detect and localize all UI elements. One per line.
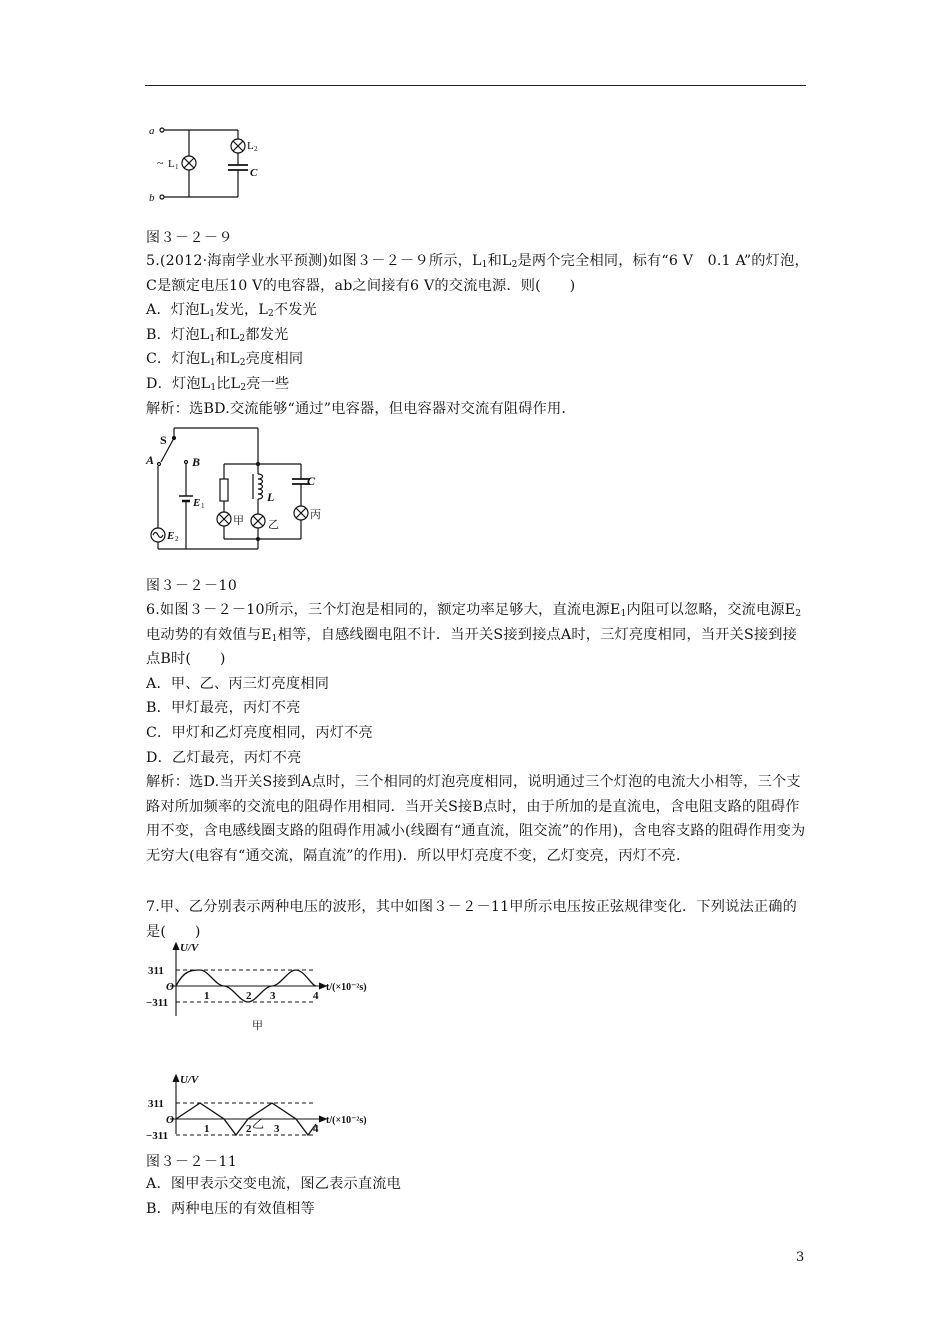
- q5-option-d-part: 亮一些: [246, 375, 290, 392]
- question-5-option-a: [146, 298, 810, 323]
- sine-voltage-graph: [146, 940, 396, 1035]
- page-number: 3: [796, 1250, 805, 1265]
- q5-option-b-subscript: 1: [209, 333, 216, 344]
- x-tick-label: 2: [246, 990, 252, 1002]
- q5-option-c-subscript: 2: [239, 358, 246, 369]
- q5-option-c-part: 和L: [215, 351, 240, 368]
- x-axis-label: t/(×10⁻²s): [326, 1115, 367, 1126]
- q6-subscript: 1: [620, 609, 627, 619]
- question-6-option-c: C．甲灯和乙灯亮度相同，丙灯不亮: [146, 724, 373, 741]
- terminal-a-label: a: [149, 125, 155, 137]
- question-6-stem: [146, 598, 810, 672]
- tick-label-positive: 311: [148, 965, 164, 977]
- question-6-analysis: 解析：选D.当开关S接到A点时，三个相同的灯泡亮度相同，说明通过三个灯泡的电流大小相等，三个支路对所加频率的交流电的阻碍作用相同．当开关S接B点时，由于所加的是直流电，含电阻支路的阻碍作用不变，含电感线圈支路的阻碍作用减小(线圈有“通直流，阻交流”的作用)，含电容支路的阻碍作用变为无穷大(电容有“通交流，隔直流”的作用)．所以甲灯亮度不变，乙灯变亮，丙灯不亮.: [146, 774, 806, 864]
- origin-label: O: [166, 1114, 174, 1126]
- question-5-option-d: [146, 372, 810, 397]
- x-tick-label: 3: [270, 990, 276, 1002]
- lamp-bing-label: 丙: [310, 509, 321, 521]
- question-7-stem: 7.甲、乙分别表示两种电压的波形，其中如图３－２－11甲所示电压按正弦规律变化．下列说法正确的是( ): [146, 899, 798, 940]
- x-axis-label: t/(×10⁻²s): [326, 982, 367, 993]
- figure-3-2-9: [146, 120, 256, 205]
- origin-label: O: [166, 981, 174, 993]
- q5-option-c-part: C．灯泡L: [146, 351, 210, 368]
- lamp-l1-label: L: [168, 158, 175, 170]
- q5-option-c-part: 亮度相同: [245, 351, 304, 368]
- x-tick-label: 4: [313, 1123, 319, 1135]
- inductor-l-label: L: [267, 490, 275, 504]
- lamp-yi-label: 乙: [268, 519, 279, 531]
- circuit-diagram-3-2-10: [146, 424, 336, 554]
- triangle-voltage-graph: [146, 1072, 396, 1142]
- question-7: [146, 895, 810, 944]
- q6-stem-part: 相等，自感线圈电阻不计．当开关S接到接点A时，三灯亮度相同，当开关S接到接点B时( ): [146, 626, 798, 668]
- question-6: [146, 598, 810, 869]
- y-axis-label: U/V: [180, 942, 199, 954]
- x-tick-label: 1: [204, 1123, 210, 1135]
- contact-a-label: A: [146, 453, 155, 467]
- tick-label-negative: −311: [146, 1130, 169, 1142]
- q5-option-a-subscript: 2: [267, 309, 274, 320]
- source-e2-label: E: [167, 530, 175, 542]
- circuit-diagram-3-2-9: [146, 120, 256, 205]
- q6-stem-part: 电动势的有效值与E: [146, 626, 272, 643]
- q5-stem-part: 是两个完全相同，标有“6 V 0.1 A”的灯泡，C是额定电压10 V的电容器，ab之间接有6 V的交流电源．则( ): [146, 253, 809, 294]
- x-tick-label: 3: [274, 1123, 280, 1135]
- lamp-jia-label: 甲: [233, 515, 244, 527]
- x-tick-label: 4: [313, 990, 319, 1002]
- q5-option-d-subscript: 1: [210, 382, 217, 393]
- capacitor-c-label: C: [250, 167, 258, 179]
- q6-subscript: 1: [271, 633, 278, 644]
- figure-3-2-9-caption: 图３－２－９: [146, 230, 233, 246]
- question-5-option-c: [146, 347, 810, 372]
- q5-option-a-part: 不发光: [273, 302, 318, 319]
- contact-b-label: B: [192, 455, 201, 469]
- source-e2-subscript: 2: [175, 535, 179, 543]
- source-e1-subscript: 1: [201, 502, 205, 510]
- question-5: [146, 249, 810, 421]
- ac-source-symbol: ~: [157, 156, 164, 170]
- q5-option-d-subscript: 2: [240, 382, 247, 393]
- q5-option-c-subscript: 1: [209, 358, 216, 369]
- graph-jia-label: 甲: [252, 1020, 263, 1032]
- q5-subscript: 1: [481, 260, 488, 270]
- question-6-option-d: D．乙灯最亮，丙灯不亮: [146, 749, 302, 766]
- q6-stem-part: 6.如图３－２－10所示，三个灯泡是相同的，额定功率足够大，直流电源E: [146, 602, 621, 618]
- q5-option-b-part: B．灯泡L: [146, 326, 210, 343]
- q5-option-a-part: 发光，L: [215, 302, 268, 319]
- switch-s-label: S: [160, 433, 167, 447]
- lamp-l2-subscript: 2: [254, 145, 258, 153]
- q5-option-a-subscript: 1: [209, 309, 216, 320]
- capacitor-c-label: C: [307, 474, 316, 488]
- lamp-l2-label: L: [247, 140, 254, 152]
- figure-3-2-11-caption: 图３－２－11: [146, 1154, 238, 1170]
- q5-option-a-part: A．灯泡L: [146, 302, 210, 319]
- q5-stem-part: 5.(2012·海南学业水平预测)如图３－２－９所示，L: [146, 253, 482, 269]
- figure-3-2-11-graph-jia: [146, 940, 396, 1035]
- question-7-option-b: B．两种电压的有效值相等: [146, 1200, 315, 1217]
- figure-3-2-10: [146, 424, 336, 554]
- question-6-option-b: B．甲灯最亮，丙灯不亮: [146, 700, 301, 717]
- question-5-option-b: [146, 323, 810, 348]
- q5-subscript: 2: [511, 260, 518, 270]
- question-5-analysis: 解析：选BD.交流能够“通过”电容器，但电容器对交流有阻碍作用．: [146, 400, 576, 417]
- lamp-l1-subscript: 1: [175, 163, 179, 171]
- tick-label-positive: 311: [148, 1098, 164, 1110]
- graph-yi-label: 乙: [252, 1117, 265, 1131]
- figure-3-2-10-caption: 图３－２－10: [146, 578, 238, 594]
- x-tick-label: 1: [204, 990, 210, 1002]
- y-axis-label: U/V: [180, 1074, 199, 1086]
- q6-stem-part: 内阻可以忽略，交流电源E: [626, 602, 796, 618]
- question-6-option-a: A．甲、乙、丙三灯亮度相同: [146, 675, 330, 692]
- q5-option-b-subscript: 2: [239, 333, 246, 344]
- junction-dot-top: [256, 462, 260, 466]
- q5-option-b-part: 和L: [215, 326, 240, 343]
- x-tick-label: 2: [246, 1123, 252, 1135]
- q5-stem-part: 和L: [487, 253, 512, 269]
- q5-option-b-part: 都发光: [245, 326, 289, 343]
- q6-subscript: 2: [795, 609, 802, 619]
- q5-option-d-part: D．灯泡L: [146, 375, 211, 392]
- terminal-b-label: b: [149, 192, 155, 204]
- tick-label-negative: −311: [146, 997, 169, 1009]
- q5-option-d-part: 比L: [216, 375, 241, 392]
- question-7-options: [146, 1172, 810, 1221]
- figure-3-2-11-graph-yi: [146, 1072, 396, 1142]
- question-7-option-a: A．图甲表示交变电流，图乙表示直流电: [146, 1176, 402, 1192]
- header-rule: [145, 85, 806, 86]
- question-5-stem: [146, 249, 810, 298]
- source-e1-label: E: [193, 497, 201, 509]
- junction-dot-bottom: [256, 537, 260, 541]
